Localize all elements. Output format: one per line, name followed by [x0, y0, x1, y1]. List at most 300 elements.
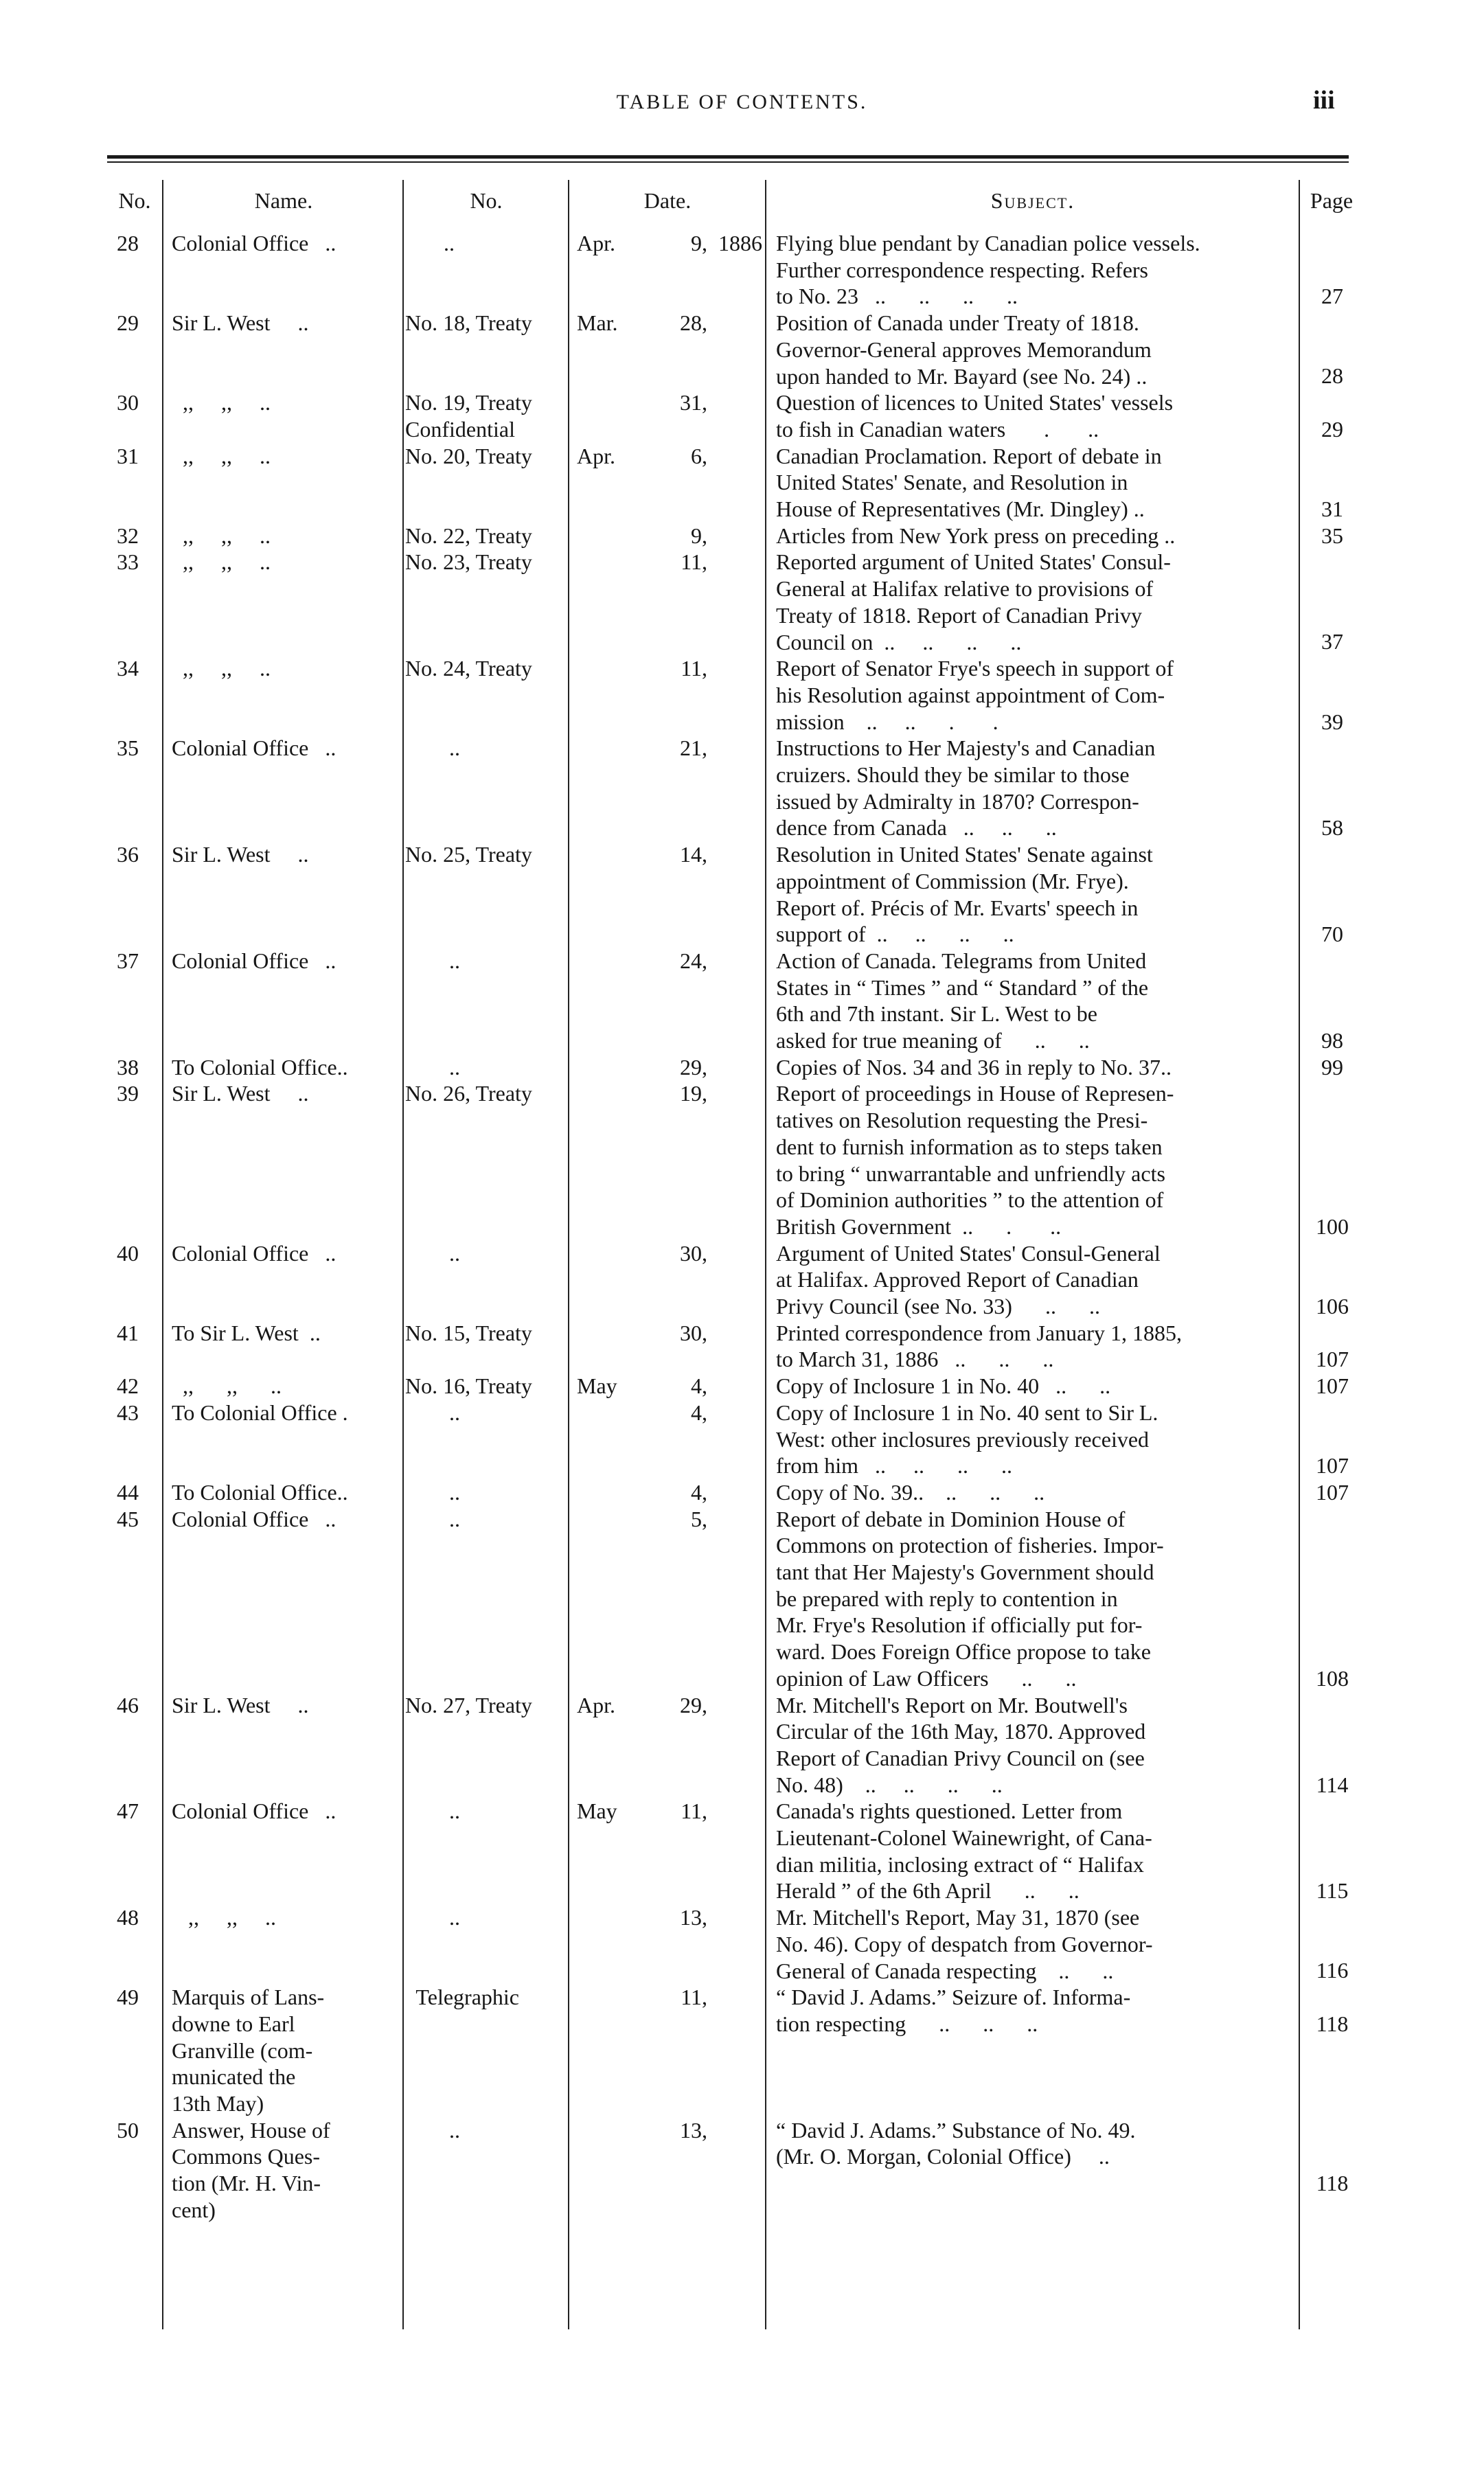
row-subject-line: to fish in Canadian waters . ..: [776, 416, 1099, 442]
row-page: 31: [1321, 496, 1343, 521]
row-name: [172, 1400, 398, 1426]
row-date-day: 4,: [691, 1400, 707, 1425]
row-date: [577, 230, 766, 257]
row-despatch-number: [405, 948, 564, 974]
row-date-day: 11,: [681, 1985, 707, 2010]
row-despatch-number: [405, 1240, 564, 1267]
row-name: [172, 1479, 398, 1506]
row-date: [577, 1373, 766, 1400]
row-page: 107: [1316, 1373, 1349, 1399]
row-subject: [776, 1373, 1292, 1400]
row-subject-line: Resolution in United States' Senate against: [776, 842, 1153, 867]
row-date-month: Apr.: [577, 443, 615, 468]
row-date-day: 19,: [680, 1081, 707, 1106]
row-subject-line: to bring “ unwarrantable and unfriendly acts: [776, 1161, 1165, 1186]
row-name-line: To Sir L. West ..: [172, 1320, 321, 1345]
row-despatch-number-line: No. 27, Treaty: [405, 1692, 532, 1717]
row-despatch-number: [405, 1320, 564, 1347]
column-header-no: No.: [118, 188, 151, 213]
row-subject-line: “ David J. Adams.” Substance of No. 49.: [776, 2117, 1136, 2143]
row-page: 37: [1321, 629, 1343, 654]
row-subject-line: Argument of United States' Consul-General: [776, 1240, 1161, 1266]
row-subject-line: Mr. Mitchell's Report on Mr. Boutwell's: [776, 1692, 1128, 1717]
row-date: [577, 1054, 766, 1081]
row-subject-line: Reported argument of United States' Consul-: [776, 549, 1171, 575]
row-name-line: Sir L. West ..: [172, 1081, 309, 1106]
row-date: [577, 549, 766, 575]
row-despatch-number: [405, 655, 564, 682]
row-despatch-number: [405, 389, 564, 442]
row-date-day: 13,: [680, 1905, 707, 1930]
row-date-day: 13,: [680, 2117, 707, 2143]
row-name-line: Marquis of Lans-: [172, 1985, 325, 2010]
row-name: [172, 1506, 398, 1533]
row-name-line: Colonial Office ..: [172, 1506, 336, 1531]
row-date: [577, 1080, 766, 1107]
row-name: [172, 230, 398, 257]
row-subject-line: United States' Senate, and Resolution in: [776, 470, 1128, 495]
row-name-line: Colonial Office ..: [172, 948, 336, 973]
row-subject-line: asked for true meaning of .. ..: [776, 1028, 1090, 1053]
row-number: 41: [117, 1320, 139, 1345]
row-subject-line: Governor-General approves Memorandum: [776, 336, 1152, 362]
row-subject: [776, 1984, 1292, 2037]
row-subject-line: Lieutenant-Colonel Wainewright, of Cana-: [776, 1825, 1152, 1850]
row-number: 38: [117, 1054, 139, 1080]
row-date: [577, 1904, 766, 1931]
row-name: [172, 1692, 398, 1719]
row-name: [172, 948, 398, 974]
row-name: [172, 2117, 398, 2224]
row-name: [172, 1984, 398, 2117]
row-despatch-number-line: No. 18, Treaty: [405, 310, 532, 336]
row-name: [172, 1798, 398, 1825]
row-date: [577, 655, 766, 682]
row-despatch-number: [405, 1506, 564, 1533]
row-despatch-number-line: No. 20, Treaty: [405, 443, 532, 468]
row-name-line: Sir L. West ..: [172, 1692, 309, 1717]
row-subject: [776, 389, 1292, 442]
row-subject: [776, 1904, 1292, 1984]
row-name-line: ,, ,, ..: [172, 443, 271, 468]
row-name: [172, 1904, 398, 1931]
row-subject-line: Question of licences to United States' vessels: [776, 390, 1174, 415]
row-page: 28: [1321, 363, 1343, 389]
row-name: [172, 523, 398, 549]
row-subject-line: Mr. Frye's Resolution if officially put for-: [776, 1612, 1143, 1638]
row-subject-line: 6th and 7th instant. Sir L. West to be: [776, 1001, 1097, 1027]
row-despatch-number-line: ..: [405, 1905, 460, 1930]
row-date-day: 31,: [680, 390, 707, 415]
row-page: 35: [1321, 523, 1343, 548]
row-number: 44: [117, 1479, 139, 1505]
row-page: 58: [1321, 815, 1343, 841]
row-subject-line: upon handed to Mr. Bayard (see No. 24) ..: [776, 363, 1148, 389]
row-subject: [776, 230, 1292, 310]
row-despatch-number: [405, 549, 564, 575]
row-despatch-number: [405, 1400, 564, 1426]
row-despatch-number-line: No. 15, Treaty: [405, 1320, 532, 1345]
row-number: 48: [117, 1905, 139, 1930]
row-despatch-number-line: ..: [405, 2117, 460, 2143]
row-date-day: 29,: [680, 1054, 707, 1080]
row-subject: [776, 1320, 1292, 1373]
row-subject-line: support of .. .. .. ..: [776, 922, 1014, 947]
row-page: 107: [1316, 1453, 1349, 1479]
row-name-line: To Colonial Office .: [172, 1400, 348, 1425]
row-number: 42: [117, 1373, 139, 1399]
row-date: [577, 2117, 766, 2144]
row-subject-line: his Resolution against appointment of Com-: [776, 682, 1165, 707]
row-despatch-number: [405, 1798, 564, 1825]
row-page: 118: [1316, 2171, 1349, 2196]
row-name-line: Granville (com-: [172, 2037, 313, 2063]
row-despatch-number: [405, 523, 564, 549]
row-subject-line: Copy of No. 39.. .. .. ..: [776, 1479, 1045, 1505]
row-subject-line: Mr. Mitchell's Report, May 31, 1870 (see: [776, 1905, 1140, 1930]
row-name-line: To Colonial Office..: [172, 1479, 348, 1505]
row-despatch-number: [405, 1054, 564, 1081]
row-subject-line: Copy of Inclosure 1 in No. 40 sent to Sir L.: [776, 1400, 1158, 1425]
row-name: [172, 735, 398, 762]
running-head: TABLE OF CONTENTS.: [616, 91, 868, 113]
row-despatch-number: [405, 841, 564, 868]
row-page: 115: [1316, 1878, 1349, 1904]
row-name-line: Commons Ques-: [172, 2144, 320, 2169]
row-subject: [776, 1054, 1292, 1081]
row-name: [172, 310, 398, 336]
row-number: 47: [117, 1799, 139, 1824]
row-subject: [776, 443, 1292, 523]
row-date-day: 29,: [680, 1692, 707, 1717]
row-despatch-number: [405, 1080, 564, 1107]
row-subject-line: mission .. .. . .: [776, 709, 998, 734]
row-despatch-number-line: No. 16, Treaty: [405, 1373, 532, 1399]
row-subject-line: States in “ Times ” and “ Standard ” of the: [776, 974, 1149, 1000]
page-number: iii: [1313, 86, 1335, 115]
row-subject-line: British Government .. . ..: [776, 1213, 1062, 1239]
row-subject: [776, 948, 1292, 1054]
row-despatch-number-line: ..: [405, 1479, 460, 1505]
row-despatch-number-line: No. 19, Treaty: [405, 390, 532, 415]
row-despatch-number: [405, 310, 564, 336]
row-despatch-number: [405, 1479, 564, 1506]
row-subject-line: dence from Canada .. .. ..: [776, 815, 1057, 841]
row-subject-line: Council on .. .. .. ..: [776, 629, 1022, 654]
row-name: [172, 1320, 398, 1347]
row-subject-line: No. 46). Copy of despatch from Governor-: [776, 1931, 1153, 1956]
row-date-day: 28,: [680, 310, 707, 336]
row-page: 108: [1316, 1665, 1349, 1691]
row-number: 46: [117, 1692, 139, 1717]
row-name-line: Colonial Office ..: [172, 231, 336, 255]
row-subject-line: at Halifax. Approved Report of Canadian: [776, 1267, 1139, 1292]
row-despatch-number: [405, 2117, 564, 2144]
row-subject-line: dian militia, inclosing extract of “ Halifax: [776, 1851, 1144, 1877]
row-subject-line: Further correspondence respecting. Refers: [776, 257, 1148, 282]
row-name-line: cent): [172, 2197, 216, 2222]
row-page: 116: [1316, 1958, 1349, 1983]
row-subject-line: tant that Her Majesty's Government should: [776, 1560, 1154, 1584]
row-date-year: 1886: [718, 231, 762, 255]
row-number: 45: [117, 1506, 139, 1531]
row-date: [577, 1240, 766, 1267]
column-header-number: No.: [470, 188, 503, 213]
row-date-month: May: [577, 1799, 617, 1824]
column-header-subject: Subject.: [990, 188, 1075, 213]
row-subject: [776, 1692, 1292, 1799]
row-name-line: Colonial Office ..: [172, 1799, 336, 1824]
row-subject-line: tion respecting .. .. ..: [776, 2011, 1038, 2036]
row-date-day: 11,: [681, 656, 707, 681]
row-subject: [776, 1080, 1292, 1240]
row-subject: [776, 655, 1292, 735]
row-date-day: 11,: [681, 549, 707, 575]
row-date-day: 11,: [681, 1799, 707, 1824]
row-name: [172, 1240, 398, 1267]
row-date-day: 21,: [680, 735, 707, 761]
row-name-line: 13th May): [172, 2091, 264, 2116]
row-name-line: tion (Mr. H. Vin-: [172, 2171, 321, 2196]
row-date-day: 30,: [680, 1320, 707, 1345]
row-despatch-number-line: ..: [405, 231, 455, 255]
row-date: [577, 1506, 766, 1533]
row-subject-line: Canadian Proclamation. Report of debate in: [776, 443, 1162, 468]
row-name-line: ,, ,, ..: [172, 549, 271, 575]
row-subject-line: Printed correspondence from January 1, 1885,: [776, 1320, 1182, 1345]
row-date-day: 4,: [691, 1479, 707, 1505]
row-despatch-number: [405, 230, 564, 257]
row-number: 39: [117, 1081, 139, 1106]
row-page: 27: [1321, 284, 1343, 309]
row-despatch-number-line: No. 23, Treaty: [405, 549, 532, 575]
column-header-date: Date.: [643, 188, 692, 213]
row-name: [172, 549, 398, 575]
row-despatch-number: [405, 1373, 564, 1400]
row-despatch-number-line: ..: [405, 1506, 460, 1531]
row-date: [577, 841, 766, 868]
row-date: [577, 1479, 766, 1506]
row-subject-line: Report of proceedings in House of Represen-: [776, 1081, 1174, 1106]
row-number: 31: [117, 443, 139, 468]
row-subject-line: Action of Canada. Telegrams from United: [776, 948, 1147, 973]
row-name: [172, 443, 398, 470]
row-page: 39: [1321, 709, 1343, 734]
row-page: 29: [1321, 416, 1343, 442]
row-name: [172, 655, 398, 682]
row-date-day: 9,: [691, 231, 707, 255]
row-name-line: Sir L. West ..: [172, 310, 309, 336]
row-date: [577, 443, 766, 470]
row-subject-line: Commons on protection of fisheries. Impor-: [776, 1533, 1164, 1558]
row-subject-line: Herald ” of the 6th April .. ..: [776, 1878, 1080, 1904]
row-subject-line: to No. 23 .. .. .. ..: [776, 284, 1018, 309]
row-page: 114: [1316, 1772, 1349, 1797]
row-subject-line: dent to furnish information as to steps taken: [776, 1134, 1163, 1159]
row-subject-line: “ David J. Adams.” Seizure of. Informa-: [776, 1985, 1131, 2010]
row-subject: [776, 1240, 1292, 1320]
row-name-line: ,, ,, ..: [172, 390, 271, 415]
row-date-day: 5,: [691, 1506, 707, 1531]
row-subject-line: be prepared with reply to contention in: [776, 1586, 1118, 1611]
row-name-line: downe to Earl: [172, 2011, 295, 2036]
row-despatch-number-line: No. 25, Treaty: [405, 842, 532, 867]
row-despatch-number-line: ..: [405, 948, 460, 973]
row-date-day: 4,: [691, 1373, 707, 1399]
column-header-page: Page: [1310, 188, 1354, 213]
row-number: 50: [117, 2117, 139, 2143]
row-number: 36: [117, 842, 139, 867]
row-subject-line: Report of debate in Dominion House of: [776, 1506, 1126, 1531]
row-number: 43: [117, 1400, 139, 1425]
row-date-day: 14,: [680, 842, 707, 867]
row-subject-line: Instructions to Her Majesty's and Canadian: [776, 735, 1156, 761]
row-subject: [776, 1506, 1292, 1692]
row-date-day: 30,: [680, 1240, 707, 1266]
row-subject-line: cruizers. Should they be similar to those: [776, 762, 1130, 787]
row-date: [577, 389, 766, 416]
row-despatch-number: [405, 1904, 564, 1931]
row-subject-line: General at Halifax relative to provisions of: [776, 576, 1154, 602]
row-date: [577, 1798, 766, 1825]
row-date-month: Apr.: [577, 1692, 615, 1717]
row-subject: [776, 1400, 1292, 1479]
row-subject-line: opinion of Law Officers .. ..: [776, 1665, 1077, 1691]
row-name-line: To Colonial Office..: [172, 1054, 348, 1080]
row-subject-line: House of Representatives (Mr. Dingley) ..: [776, 496, 1145, 521]
row-subject-line: tatives on Resolution requesting the Presi-: [776, 1108, 1148, 1133]
row-page: 107: [1316, 1479, 1349, 1505]
row-page: 118: [1316, 2011, 1349, 2036]
row-despatch-number-line: Telegraphic: [405, 1985, 519, 2010]
row-despatch-number-line: ..: [405, 1054, 460, 1080]
row-subject: [776, 735, 1292, 841]
row-name: [172, 389, 398, 416]
row-page: 99: [1321, 1054, 1343, 1080]
row-subject: [776, 2117, 1292, 2170]
row-number: 40: [117, 1240, 139, 1266]
row-date: [577, 523, 766, 549]
row-number: 28: [117, 231, 139, 255]
row-number: 29: [117, 310, 139, 336]
row-page: 70: [1321, 922, 1343, 947]
row-subject-line: to March 31, 1886 .. .. ..: [776, 1347, 1054, 1372]
row-despatch-number-line: No. 22, Treaty: [405, 523, 532, 548]
row-subject-line: Copy of Inclosure 1 in No. 40 .. ..: [776, 1373, 1111, 1399]
row-subject-line: Circular of the 16th May, 1870. Approved: [776, 1719, 1146, 1744]
row-date-month: May: [577, 1373, 617, 1399]
row-despatch-number: [405, 1692, 564, 1719]
row-number: 30: [117, 390, 139, 415]
row-subject-line: Copies of Nos. 34 and 36 in reply to No. 37..: [776, 1054, 1172, 1080]
row-name: [172, 1373, 398, 1400]
row-page: 98: [1321, 1027, 1343, 1053]
row-subject-line: Privy Council (see No. 33) .. ..: [776, 1294, 1100, 1318]
row-despatch-number-line: No. 26, Treaty: [405, 1081, 532, 1106]
row-name-line: ,, ,, ..: [172, 656, 271, 681]
row-name-line: Colonial Office ..: [172, 735, 336, 761]
row-number: 34: [117, 656, 139, 681]
row-name-line: Colonial Office ..: [172, 1240, 336, 1266]
row-name: [172, 841, 398, 868]
row-subject-line: issued by Admiralty in 1870? Correspon-: [776, 788, 1139, 814]
row-subject-line: Report of Senator Frye's speech in support of: [776, 656, 1174, 681]
row-date: [577, 735, 766, 762]
row-subject: [776, 549, 1292, 655]
row-despatch-number-line: ..: [405, 735, 460, 761]
row-page: 107: [1316, 1347, 1349, 1372]
row-date-day: 9,: [691, 523, 707, 548]
row-despatch-number: [405, 443, 564, 470]
row-despatch-number-line: Confidential: [405, 416, 515, 442]
row-name: [172, 1080, 398, 1107]
row-subject: [776, 1798, 1292, 1904]
row-subject: [776, 310, 1292, 389]
row-name-line: ,, ,, ..: [172, 523, 271, 548]
row-subject-line: No. 48) .. .. .. ..: [776, 1772, 1003, 1797]
row-number: 37: [117, 948, 139, 973]
row-subject-line: Canada's rights questioned. Letter from: [776, 1799, 1123, 1824]
row-subject: [776, 523, 1292, 549]
row-date-day: 6,: [691, 443, 707, 468]
row-subject-line: appointment of Commission (Mr. Frye).: [776, 868, 1129, 893]
row-subject-line: Report of Canadian Privy Council on (see: [776, 1745, 1145, 1770]
row-date: [577, 310, 766, 336]
row-date-month: Mar.: [577, 310, 618, 336]
row-subject-line: (Mr. O. Morgan, Colonial Office) ..: [776, 2144, 1110, 2169]
row-subject-line: from him .. .. .. ..: [776, 1453, 1012, 1479]
row-number: 35: [117, 735, 139, 761]
row-subject-line: ward. Does Foreign Office propose to take: [776, 1639, 1151, 1665]
row-name-line: ,, ,, ..: [172, 1373, 282, 1399]
row-page: 106: [1316, 1293, 1349, 1318]
row-date-day: 24,: [680, 948, 707, 973]
row-name-line: Answer, House of: [172, 2117, 330, 2143]
row-despatch-number-line: ..: [405, 1799, 460, 1824]
row-name: [172, 1054, 398, 1081]
row-name-line: municated the: [172, 2064, 296, 2090]
row-subject-line: West: other inclosures previously received: [776, 1426, 1150, 1452]
row-date: [577, 1984, 766, 2011]
row-subject-line: Flying blue pendant by Canadian police vessels.: [776, 231, 1200, 255]
row-name-line: ,, ,, ..: [172, 1905, 276, 1930]
row-date: [577, 948, 766, 974]
row-subject-line: Articles from New York press on preceding ..: [776, 523, 1176, 548]
row-date: [577, 1400, 766, 1426]
row-subject-line: Position of Canada under Treaty of 1818.: [776, 310, 1139, 336]
row-number: 49: [117, 1985, 139, 2010]
row-despatch-number: [405, 1984, 564, 2011]
row-subject-line: Treaty of 1818. Report of Canadian Privy: [776, 602, 1142, 628]
row-subject-line: of Dominion authorities ” to the attention of: [776, 1187, 1164, 1213]
row-subject: [776, 1479, 1292, 1506]
row-number: 32: [117, 523, 139, 548]
row-despatch-number-line: ..: [405, 1240, 460, 1266]
row-subject: [776, 841, 1292, 948]
row-subject-line: General of Canada respecting .. ..: [776, 1958, 1114, 1983]
row-date: [577, 1320, 766, 1347]
row-date: [577, 1692, 766, 1719]
row-name-line: Sir L. West ..: [172, 842, 309, 867]
column-header-name: Name.: [254, 188, 313, 213]
row-despatch-number-line: ..: [405, 1400, 460, 1425]
row-date-month: Apr.: [577, 231, 615, 255]
row-despatch-number: [405, 735, 564, 762]
row-number: 33: [117, 549, 139, 575]
row-subject-line: Report of. Précis of Mr. Evarts' speech in: [776, 895, 1139, 920]
row-page: 100: [1316, 1213, 1349, 1239]
row-despatch-number-line: No. 24, Treaty: [405, 656, 532, 681]
